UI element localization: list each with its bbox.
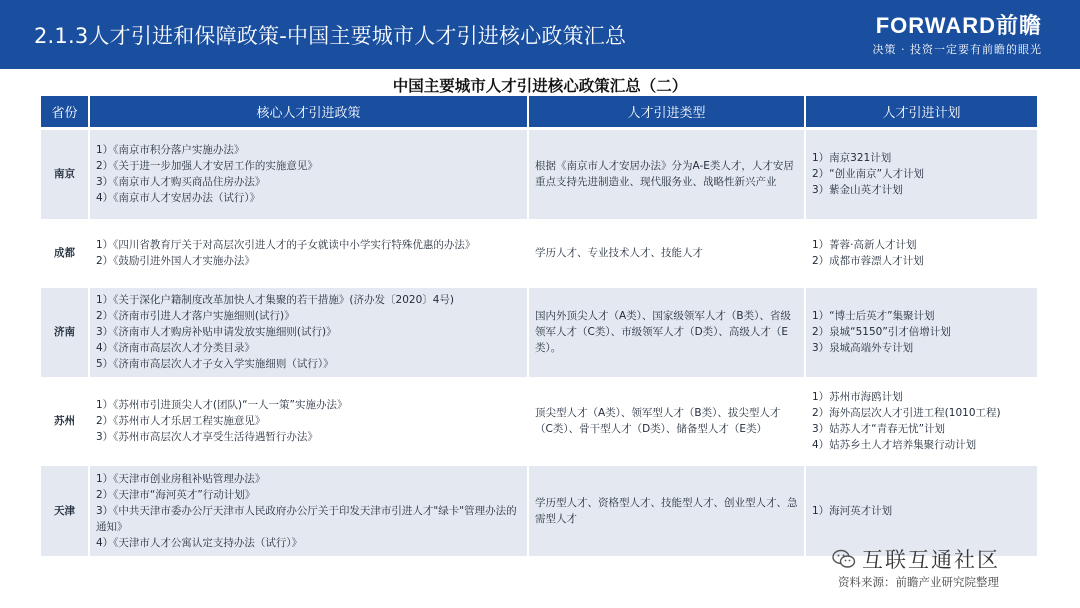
footer-logo-text: 互联互通社区 xyxy=(862,548,1000,572)
policy-item: 1）《苏州市引进顶尖人才(团队)“一人一策”实施办法》 xyxy=(96,399,348,411)
policy-item: 1）《南京市积分落户实施办法》 xyxy=(96,144,245,156)
plan-item: 1）苏州市海鸥计划 xyxy=(812,391,903,403)
table-row xyxy=(41,220,1037,286)
policy-item: 2）《济南市引进人才落户实施细则(试行)》 xyxy=(96,310,295,322)
wechat-icon xyxy=(832,549,856,569)
footer-logo xyxy=(832,546,1052,572)
policies-cell xyxy=(89,378,528,464)
plan-item: 3）姑苏人才“青春无忧”计划 xyxy=(812,423,946,435)
plans-cell xyxy=(805,220,1037,286)
policy-item: 1）《四川省教育厅关于对高层次引进人才的子女就读中小学实行特殊优惠的办法》 xyxy=(96,239,476,251)
policy-item: 3）《苏州市高层次人才享受生活待遇暂行办法》 xyxy=(96,431,318,443)
policies-cell xyxy=(89,128,528,220)
city-cell: 苏州 xyxy=(41,378,89,464)
policy-item: 4）《南京市人才安居办法（试行）》 xyxy=(96,192,261,204)
policies-cell xyxy=(89,286,528,378)
brand-name: FORWARD前瞻 xyxy=(875,13,1042,38)
table-header-row xyxy=(41,96,1037,128)
plan-item: 3）泉城高端外专计划 xyxy=(812,342,914,354)
policy-item: 2）《苏州市人才乐居工程实施意见》 xyxy=(96,415,266,427)
plan-item: 3）紫金山英才计划 xyxy=(812,184,903,196)
header-talent-type: 人才引进类型 xyxy=(528,96,805,128)
city-cell: 济南 xyxy=(41,286,89,378)
policy-item: 1）《天津市创业房租补贴管理办法》 xyxy=(96,472,266,485)
city-cell: 成都 xyxy=(41,220,89,286)
policy-table xyxy=(41,96,1037,556)
page-title: 2.1.3人才引进和保障政策-中国主要城市人才引进核心政策汇总 xyxy=(34,24,627,48)
plan-item: 2）海外高层次人才引进工程(1010工程) xyxy=(812,407,1001,419)
header-province: 省份 xyxy=(41,96,89,128)
policy-item: 2）《天津市“海河英才”行动计划》 xyxy=(96,488,256,501)
talent-type-cell: 顶尖型人才（A类）、领军型人才（B类）、拔尖型人才（C类）、骨干型人才（D类）、储备型人才（E类） xyxy=(528,378,805,464)
city-cell: 天津 xyxy=(41,464,89,556)
talent-type-cell: 学历人才、专业技术人才、技能人才 xyxy=(528,220,805,286)
header-bar xyxy=(0,0,1080,69)
talent-type-cell: 学历型人才、资格型人才、技能型人才、创业型人才、急需型人才 xyxy=(528,464,805,556)
plan-item: 2）泉城“5150”引才倍增计划 xyxy=(812,326,951,338)
policies-cell xyxy=(89,220,528,286)
table-row xyxy=(41,286,1037,378)
policy-item: 3）《济南市人才购房补贴申请发放实施细则(试行)》 xyxy=(96,326,337,338)
plan-item: 1）海河英才计划 xyxy=(812,504,893,517)
plan-item: 1）“博士后英才”集聚计划 xyxy=(812,310,935,322)
talent-type-cell: 国内外顶尖人才（A类）、国家级领军人才（B类）、省级领军人才（C类）、市级领军人才（D类）、高级人才（E类）。 xyxy=(528,286,805,378)
plans-cell xyxy=(805,464,1037,556)
plans-cell xyxy=(805,128,1037,220)
plans-cell xyxy=(805,378,1037,464)
plan-item: 1）菁蓉·高新人才计划 xyxy=(812,239,917,251)
plans-cell xyxy=(805,286,1037,378)
policy-item: 3）《中共天津市委办公厅天津市人民政府办公厅关于印发天津市引进人才"绿卡"管理办法的通知》 xyxy=(96,504,517,533)
policy-item: 3）《南京市人才购买商品住房办法》 xyxy=(96,176,266,188)
plan-item: 2）成都市蓉漂人才计划 xyxy=(812,255,924,267)
policy-item: 2）《鼓励引进外国人才实施办法》 xyxy=(96,255,255,267)
policy-item: 5）《济南市高层次人才子女入学实施细则（试行）》 xyxy=(96,358,334,370)
policy-item: 4）《济南市高层次人才分类目录》 xyxy=(96,342,255,354)
header-policies: 核心人才引进政策 xyxy=(89,96,528,128)
policy-item: 4）《天津市人才公寓认定支持办法（试行）》 xyxy=(96,536,303,549)
header-talent-plans: 人才引进计划 xyxy=(805,96,1037,128)
policies-cell xyxy=(89,464,528,556)
brand-logo xyxy=(873,14,1043,57)
table-title: 中国主要城市人才引进核心政策汇总（二） xyxy=(392,77,688,95)
table-row xyxy=(41,128,1037,220)
plan-item: 2）“创业南京”人才计划 xyxy=(812,168,925,180)
city-cell: 南京 xyxy=(41,128,89,220)
policy-item: 1）《关于深化户籍制度改革加快人才集聚的若干措施》(济办发〔2020〕4号) xyxy=(96,294,455,306)
source-note: 资料来源：前瞻产业研究院整理 xyxy=(838,575,999,589)
talent-type-cell: 根据《南京市人才安居办法》分为A-E类人才，人才安居重点支持先进制造业、现代服务业、战略性新兴产业 xyxy=(528,128,805,220)
policy-item: 2）《关于进一步加强人才安居工作的实施意见》 xyxy=(96,160,318,172)
plan-item: 1）南京321计划 xyxy=(812,152,892,164)
brand-tagline: 决策 · 投资一定要有前瞻的眼光 xyxy=(872,43,1042,56)
plan-item: 4）姑苏乡土人才培养集聚行动计划 xyxy=(812,439,977,451)
table-row xyxy=(41,464,1037,556)
table-row xyxy=(41,378,1037,464)
